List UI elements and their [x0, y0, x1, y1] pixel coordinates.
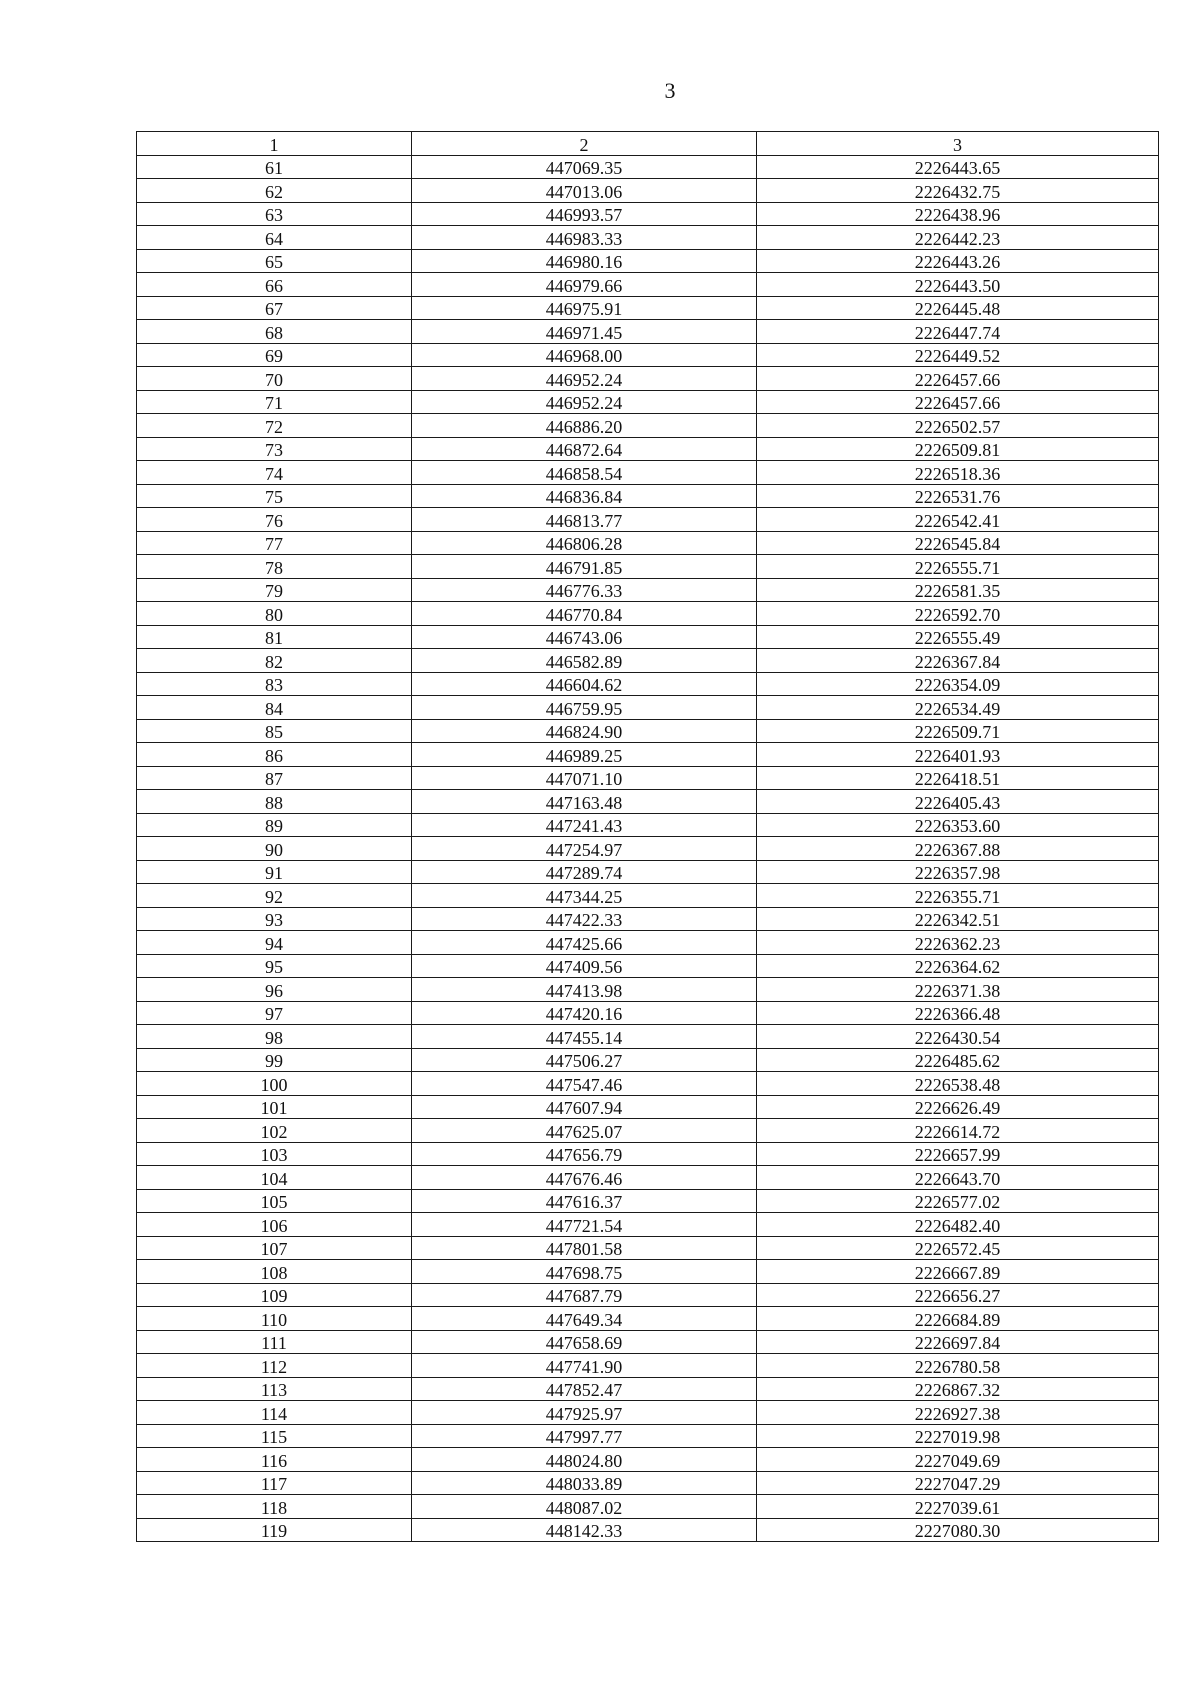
y-coordinate-cell: 2226371.38 [757, 978, 1159, 1002]
x-coordinate-cell: 447409.56 [412, 954, 757, 978]
point-number-cell: 85 [137, 719, 412, 743]
point-number-cell: 101 [137, 1095, 412, 1119]
table-row [137, 649, 1159, 673]
table-row [137, 1142, 1159, 1166]
table-row [137, 273, 1159, 297]
point-number-cell: 110 [137, 1307, 412, 1331]
point-number-cell: 73 [137, 437, 412, 461]
table-row [137, 743, 1159, 767]
table-row [137, 860, 1159, 884]
table-row [137, 1377, 1159, 1401]
point-number-cell: 87 [137, 766, 412, 790]
x-coordinate-cell: 447698.75 [412, 1260, 757, 1284]
x-coordinate-cell: 446971.45 [412, 320, 757, 344]
x-coordinate-cell: 446770.84 [412, 602, 757, 626]
point-number-cell: 93 [137, 907, 412, 931]
point-number-cell: 106 [137, 1213, 412, 1237]
table-row [137, 367, 1159, 391]
table-body [137, 155, 1159, 1542]
point-number-cell: 91 [137, 860, 412, 884]
x-coordinate-cell: 448142.33 [412, 1518, 757, 1542]
point-number-cell: 88 [137, 790, 412, 814]
point-number-cell: 115 [137, 1424, 412, 1448]
y-coordinate-cell: 2226367.84 [757, 649, 1159, 673]
y-coordinate-cell: 2226438.96 [757, 202, 1159, 226]
y-coordinate-cell: 2226445.48 [757, 296, 1159, 320]
table-row [137, 1213, 1159, 1237]
y-coordinate-cell: 2226626.49 [757, 1095, 1159, 1119]
x-coordinate-cell: 447721.54 [412, 1213, 757, 1237]
y-coordinate-cell: 2226531.76 [757, 484, 1159, 508]
x-coordinate-cell: 447241.43 [412, 813, 757, 837]
y-coordinate-cell: 2226572.45 [757, 1236, 1159, 1260]
y-coordinate-cell: 2226657.99 [757, 1142, 1159, 1166]
table-row [137, 179, 1159, 203]
point-number-cell: 102 [137, 1119, 412, 1143]
page-number: 3 [664, 78, 676, 103]
coordinates-table [136, 131, 1159, 1542]
y-coordinate-cell: 2226867.32 [757, 1377, 1159, 1401]
y-coordinate-cell: 2226684.89 [757, 1307, 1159, 1331]
point-number-cell: 61 [137, 155, 412, 179]
x-coordinate-cell: 447741.90 [412, 1354, 757, 1378]
x-coordinate-cell: 447616.37 [412, 1189, 757, 1213]
table-row [137, 1095, 1159, 1119]
x-coordinate-cell: 447425.66 [412, 931, 757, 955]
x-coordinate-cell: 447801.58 [412, 1236, 757, 1260]
point-number-cell: 78 [137, 555, 412, 579]
point-number-cell: 94 [137, 931, 412, 955]
y-coordinate-cell: 2226555.49 [757, 625, 1159, 649]
table-row [137, 1025, 1159, 1049]
column-header-1: 1 [137, 132, 412, 156]
table-row [137, 1471, 1159, 1495]
point-number-cell: 103 [137, 1142, 412, 1166]
x-coordinate-cell: 447925.97 [412, 1401, 757, 1425]
y-coordinate-cell: 2226364.62 [757, 954, 1159, 978]
y-coordinate-cell: 2227019.98 [757, 1424, 1159, 1448]
x-coordinate-cell: 446806.28 [412, 531, 757, 555]
x-coordinate-cell: 447625.07 [412, 1119, 757, 1143]
table-row [137, 1189, 1159, 1213]
y-coordinate-cell: 2226432.75 [757, 179, 1159, 203]
table-row [137, 1495, 1159, 1519]
point-number-cell: 99 [137, 1048, 412, 1072]
y-coordinate-cell: 2226443.65 [757, 155, 1159, 179]
x-coordinate-cell: 447289.74 [412, 860, 757, 884]
point-number-cell: 65 [137, 249, 412, 273]
table-row [137, 1307, 1159, 1331]
x-coordinate-cell: 448087.02 [412, 1495, 757, 1519]
point-number-cell: 70 [137, 367, 412, 391]
y-coordinate-cell: 2226542.41 [757, 508, 1159, 532]
table-row [137, 1424, 1159, 1448]
x-coordinate-cell: 446824.90 [412, 719, 757, 743]
table-row [137, 437, 1159, 461]
table-row [137, 461, 1159, 485]
x-coordinate-cell: 446993.57 [412, 202, 757, 226]
point-number-cell: 105 [137, 1189, 412, 1213]
table-row [137, 978, 1159, 1002]
table-row [137, 884, 1159, 908]
x-coordinate-cell: 446813.77 [412, 508, 757, 532]
y-coordinate-cell: 2226449.52 [757, 343, 1159, 367]
y-coordinate-cell: 2226581.35 [757, 578, 1159, 602]
point-number-cell: 66 [137, 273, 412, 297]
x-coordinate-cell: 447163.48 [412, 790, 757, 814]
point-number-cell: 62 [137, 179, 412, 203]
x-coordinate-cell: 446604.62 [412, 672, 757, 696]
y-coordinate-cell: 2227047.29 [757, 1471, 1159, 1495]
table-row [137, 1119, 1159, 1143]
point-number-cell: 80 [137, 602, 412, 626]
x-coordinate-cell: 447506.27 [412, 1048, 757, 1072]
x-coordinate-cell: 446759.95 [412, 696, 757, 720]
x-coordinate-cell: 446858.54 [412, 461, 757, 485]
table-row [137, 766, 1159, 790]
point-number-cell: 98 [137, 1025, 412, 1049]
x-coordinate-cell: 446979.66 [412, 273, 757, 297]
y-coordinate-cell: 2226518.36 [757, 461, 1159, 485]
point-number-cell: 119 [137, 1518, 412, 1542]
x-coordinate-cell: 446952.24 [412, 367, 757, 391]
point-number-cell: 79 [137, 578, 412, 602]
table-row [137, 1448, 1159, 1472]
point-number-cell: 72 [137, 414, 412, 438]
point-number-cell: 108 [137, 1260, 412, 1284]
x-coordinate-cell: 447852.47 [412, 1377, 757, 1401]
y-coordinate-cell: 2226357.98 [757, 860, 1159, 884]
x-coordinate-cell: 447607.94 [412, 1095, 757, 1119]
table-row [137, 578, 1159, 602]
x-coordinate-cell: 447649.34 [412, 1307, 757, 1331]
x-coordinate-cell: 447656.79 [412, 1142, 757, 1166]
x-coordinate-cell: 446886.20 [412, 414, 757, 438]
y-coordinate-cell: 2226367.88 [757, 837, 1159, 861]
y-coordinate-cell: 2226667.89 [757, 1260, 1159, 1284]
y-coordinate-cell: 2226509.81 [757, 437, 1159, 461]
y-coordinate-cell: 2226502.57 [757, 414, 1159, 438]
table-row [137, 484, 1159, 508]
y-coordinate-cell: 2226354.09 [757, 672, 1159, 696]
x-coordinate-cell: 447997.77 [412, 1424, 757, 1448]
y-coordinate-cell: 2226457.66 [757, 367, 1159, 391]
y-coordinate-cell: 2226447.74 [757, 320, 1159, 344]
point-number-cell: 67 [137, 296, 412, 320]
table-row [137, 907, 1159, 931]
point-number-cell: 89 [137, 813, 412, 837]
table-header-row [137, 132, 1159, 156]
x-coordinate-cell: 448033.89 [412, 1471, 757, 1495]
point-number-cell: 112 [137, 1354, 412, 1378]
point-number-cell: 107 [137, 1236, 412, 1260]
y-coordinate-cell: 2226592.70 [757, 602, 1159, 626]
table-row [137, 1001, 1159, 1025]
table-row [137, 1260, 1159, 1284]
point-number-cell: 100 [137, 1072, 412, 1096]
y-coordinate-cell: 2226643.70 [757, 1166, 1159, 1190]
table-row [137, 1166, 1159, 1190]
table-row [137, 602, 1159, 626]
table-row [137, 719, 1159, 743]
y-coordinate-cell: 2226482.40 [757, 1213, 1159, 1237]
x-coordinate-cell: 446791.85 [412, 555, 757, 579]
y-coordinate-cell: 2226538.48 [757, 1072, 1159, 1096]
x-coordinate-cell: 446968.00 [412, 343, 757, 367]
x-coordinate-cell: 447455.14 [412, 1025, 757, 1049]
y-coordinate-cell: 2226362.23 [757, 931, 1159, 955]
point-number-cell: 74 [137, 461, 412, 485]
x-coordinate-cell: 446776.33 [412, 578, 757, 602]
y-coordinate-cell: 2226443.26 [757, 249, 1159, 273]
x-coordinate-cell: 448024.80 [412, 1448, 757, 1472]
y-coordinate-cell: 2226555.71 [757, 555, 1159, 579]
table-row [137, 625, 1159, 649]
point-number-cell: 77 [137, 531, 412, 555]
x-coordinate-cell: 446952.24 [412, 390, 757, 414]
table-row [137, 555, 1159, 579]
point-number-cell: 69 [137, 343, 412, 367]
y-coordinate-cell: 2226443.50 [757, 273, 1159, 297]
table-row [137, 813, 1159, 837]
y-coordinate-cell: 2226401.93 [757, 743, 1159, 767]
point-number-cell: 116 [137, 1448, 412, 1472]
y-coordinate-cell: 2226353.60 [757, 813, 1159, 837]
table-row [137, 1072, 1159, 1096]
y-coordinate-cell: 2226780.58 [757, 1354, 1159, 1378]
point-number-cell: 113 [137, 1377, 412, 1401]
table-row [137, 1236, 1159, 1260]
y-coordinate-cell: 2226927.38 [757, 1401, 1159, 1425]
point-number-cell: 76 [137, 508, 412, 532]
x-coordinate-cell: 446975.91 [412, 296, 757, 320]
point-number-cell: 96 [137, 978, 412, 1002]
y-coordinate-cell: 2226656.27 [757, 1283, 1159, 1307]
table-row [137, 1401, 1159, 1425]
column-header-3: 3 [757, 132, 1159, 156]
point-number-cell: 81 [137, 625, 412, 649]
y-coordinate-cell: 2226614.72 [757, 1119, 1159, 1143]
x-coordinate-cell: 446836.84 [412, 484, 757, 508]
table-row [137, 931, 1159, 955]
y-coordinate-cell: 2227049.69 [757, 1448, 1159, 1472]
point-number-cell: 104 [137, 1166, 412, 1190]
x-coordinate-cell: 447687.79 [412, 1283, 757, 1307]
point-number-cell: 118 [137, 1495, 412, 1519]
y-coordinate-cell: 2226534.49 [757, 696, 1159, 720]
table-row [137, 696, 1159, 720]
table-row [137, 1354, 1159, 1378]
y-coordinate-cell: 2226342.51 [757, 907, 1159, 931]
point-number-cell: 75 [137, 484, 412, 508]
table-row [137, 343, 1159, 367]
y-coordinate-cell: 2226442.23 [757, 226, 1159, 250]
y-coordinate-cell: 2226545.84 [757, 531, 1159, 555]
table-row [137, 531, 1159, 555]
table-row [137, 226, 1159, 250]
table-row [137, 414, 1159, 438]
y-coordinate-cell: 2226457.66 [757, 390, 1159, 414]
table-row [137, 1330, 1159, 1354]
point-number-cell: 95 [137, 954, 412, 978]
table-row [137, 1048, 1159, 1072]
table-row [137, 296, 1159, 320]
table-row [137, 954, 1159, 978]
x-coordinate-cell: 447071.10 [412, 766, 757, 790]
point-number-cell: 92 [137, 884, 412, 908]
table-row [137, 320, 1159, 344]
x-coordinate-cell: 446743.06 [412, 625, 757, 649]
x-coordinate-cell: 447254.97 [412, 837, 757, 861]
table-row [137, 202, 1159, 226]
x-coordinate-cell: 447344.25 [412, 884, 757, 908]
y-coordinate-cell: 2226418.51 [757, 766, 1159, 790]
point-number-cell: 71 [137, 390, 412, 414]
table-row [137, 1518, 1159, 1542]
point-number-cell: 97 [137, 1001, 412, 1025]
x-coordinate-cell: 446980.16 [412, 249, 757, 273]
table-row [137, 790, 1159, 814]
x-coordinate-cell: 447422.33 [412, 907, 757, 931]
y-coordinate-cell: 2226509.71 [757, 719, 1159, 743]
y-coordinate-cell: 2226430.54 [757, 1025, 1159, 1049]
x-coordinate-cell: 446983.33 [412, 226, 757, 250]
x-coordinate-cell: 447676.46 [412, 1166, 757, 1190]
point-number-cell: 64 [137, 226, 412, 250]
point-number-cell: 68 [137, 320, 412, 344]
x-coordinate-cell: 447413.98 [412, 978, 757, 1002]
y-coordinate-cell: 2226405.43 [757, 790, 1159, 814]
x-coordinate-cell: 446872.64 [412, 437, 757, 461]
point-number-cell: 86 [137, 743, 412, 767]
point-number-cell: 117 [137, 1471, 412, 1495]
x-coordinate-cell: 447069.35 [412, 155, 757, 179]
point-number-cell: 82 [137, 649, 412, 673]
point-number-cell: 84 [137, 696, 412, 720]
x-coordinate-cell: 446989.25 [412, 743, 757, 767]
table-row [137, 837, 1159, 861]
x-coordinate-cell: 447658.69 [412, 1330, 757, 1354]
x-coordinate-cell: 447420.16 [412, 1001, 757, 1025]
y-coordinate-cell: 2227039.61 [757, 1495, 1159, 1519]
y-coordinate-cell: 2226577.02 [757, 1189, 1159, 1213]
y-coordinate-cell: 2226485.62 [757, 1048, 1159, 1072]
y-coordinate-cell: 2226366.48 [757, 1001, 1159, 1025]
table-row [137, 1283, 1159, 1307]
table-row [137, 390, 1159, 414]
table-row [137, 155, 1159, 179]
point-number-cell: 114 [137, 1401, 412, 1425]
point-number-cell: 83 [137, 672, 412, 696]
table-row [137, 249, 1159, 273]
x-coordinate-cell: 447547.46 [412, 1072, 757, 1096]
point-number-cell: 90 [137, 837, 412, 861]
x-coordinate-cell: 447013.06 [412, 179, 757, 203]
table-row [137, 672, 1159, 696]
y-coordinate-cell: 2227080.30 [757, 1518, 1159, 1542]
y-coordinate-cell: 2226697.84 [757, 1330, 1159, 1354]
table-row [137, 508, 1159, 532]
y-coordinate-cell: 2226355.71 [757, 884, 1159, 908]
point-number-cell: 63 [137, 202, 412, 226]
column-header-2: 2 [412, 132, 757, 156]
point-number-cell: 111 [137, 1330, 412, 1354]
x-coordinate-cell: 446582.89 [412, 649, 757, 673]
point-number-cell: 109 [137, 1283, 412, 1307]
